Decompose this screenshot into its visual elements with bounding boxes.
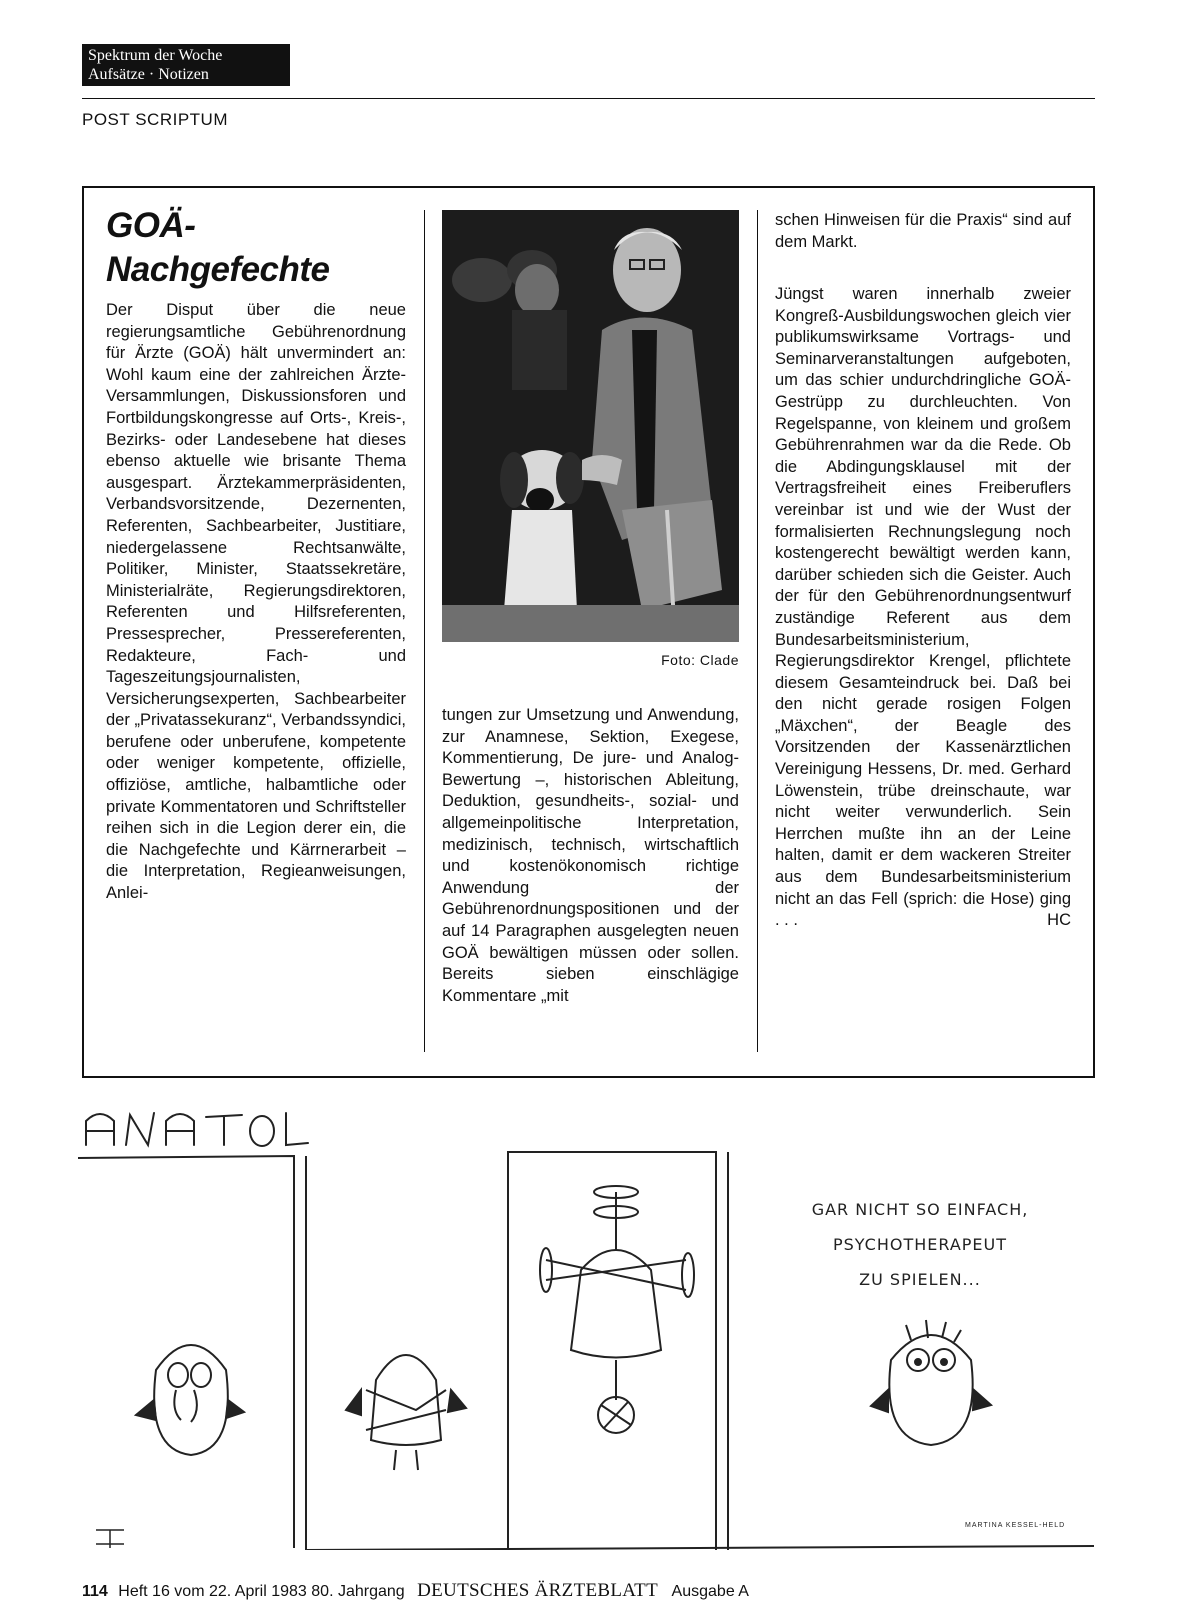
column-divider-1 — [424, 210, 425, 1052]
edition-label: Ausgabe A — [671, 1583, 749, 1600]
page-footer — [82, 1580, 749, 1602]
page-number: 114 — [82, 1583, 108, 1600]
artist-signature: MARTINA KESSEL-HELD — [965, 1522, 1066, 1529]
article-column-2 — [442, 705, 739, 1007]
column-3-text — [775, 284, 1071, 932]
author-signature: HC — [1047, 911, 1071, 930]
caption-line-1: GAR NICHT SO EINFACH, — [811, 1200, 1029, 1219]
owl-panel-4 — [871, 1320, 991, 1445]
issue-info: Heft 16 vom 22. April 1983 80. Jahrgang — [118, 1583, 405, 1600]
comic-title-lettering — [82, 1105, 312, 1151]
owl-panel-3 — [540, 1186, 694, 1433]
article-photo — [442, 210, 739, 642]
column-3-text-top: schen Hinweisen für die Praxis“ sind auf dem Markt. — [775, 211, 1071, 251]
header-rule — [82, 98, 1095, 99]
article-column-1 — [106, 300, 406, 905]
headline-line-2: Nachgefechte — [106, 250, 330, 289]
journal-name: DEUTSCHES ÄRZTEBLATT — [417, 1580, 658, 1601]
comic-panel-1-frame — [78, 1156, 294, 1548]
photo-credit: Foto: Clade — [661, 652, 739, 668]
rubric-box — [82, 44, 290, 86]
caption-line-3: ZU SPIELEN... — [859, 1270, 981, 1289]
headline-line-1: GOÄ- — [106, 206, 196, 245]
caption-line-2: PSYCHOTHERAPEUT — [832, 1235, 1008, 1254]
comic-panel-3-frame — [508, 1152, 716, 1550]
cartoonist-mark — [96, 1530, 124, 1548]
article-column-3 — [775, 284, 1071, 932]
owl-panel-2 — [346, 1355, 466, 1470]
column-1-text: Der Disput über die neue regierungsamtliche Gebührenordnung für Ärzte (GOÄ) hält unvermindert an: Wohl kaum eine der zahlreichen Ärzte-Versammlungen, Diskussionsforen und Fortbildungskongresse auf Orts-, Kreis-, Bezirks- oder Landesebene hat dieses ebenso aktuelle wie brisante Thema ausgespart. Ärztekammerpräsidenten, Verbandsvorsitzende, Dezernenten, Referenten, Sachbearbeiter, Justitiare, niedergelassene Rechtsanwälte, Politiker, Minister, Staatssekretäre, Ministerialräte, Regierungsdirektoren, Referenten und Hilfsreferenten, Pressesprecher, Pressereferenten, Redakteure, Fach- und Tageszeitungsjournalisten, Versicherungsexperten, Sachbearbeiter der „Privatassekuranz“, Verbandssyndici, berufene oder unberufene, kompetente oder weniger kompetente, offizielle, offiziöse, amtliche, halbamtliche oder private Kommentatoren und Schriftsteller reihen sich in die Legion derer ein, die die Nachgefechte und Kärrnerarbeit – die Interpretation, Regieanweisungen, Anlei- — [106, 301, 406, 903]
photo-man-with-dog — [442, 210, 739, 642]
article-headline — [106, 204, 406, 292]
comic-speech-caption — [770, 1192, 1070, 1297]
section-label: POST SCRIPTUM — [82, 110, 228, 129]
rubric-line-2: Aufsätze · Notizen — [88, 66, 209, 83]
column-3-body: Jüngst waren innerhalb zweier Kongreß-Ausbildungswochen gleich vier publikumswirksame Vortrags- und Seminarveranstaltungen aufgeboten, um das schier undurchdringliche GOÄ-Gestrüpp zu durchleuchten. Von Regelspanne, von kleinem und großem Gebührenrahmen war da die Rede. Ob die Abdingungsklausel mit der Vertragsfreiheit eines Freiberuflers vereinbar ist und wie der Wust der formalisierten Rechnungslegung noch kostengerecht bewältigt werden kann, darüber schieden sich die Geister. Auch der für den Gebührenordnungsentwurf zuständige Referent aus dem Bundesarbeitsministerium, Regierungsdirektor Krengel, pflichtete diesem Gesamteindruck bei. Daß bei den nicht gerade rosigen Folgen „Mäxchen“, der Beagle des Vorsitzenden der Kassenärztlichen Vereinigung Hessens, Dr. med. Gerhard Löwenstein, trübe dreinschaute, war nicht weiter verwunderlich. Sein Herrchen mußte ihn an der Leine halten, damit er dem wackeren Streiter aus dem Bundesarbeitsministerium nicht an das Fell (sprich: die Hose) ging . . . — [775, 285, 1071, 930]
article-column-3-top — [775, 210, 1071, 253]
column-2-text: tungen zur Umsetzung und Anwendung, zur Anamnese, Sektion, Exegese, Kommentierung, De jure- und Analog-Bewertung –, historischen Ableitung, Deduktion, gesundheits-, sozial- und allgemeinpolitische Interpretation, medizinisch, technisch, wirtschaftlich und kostenökonomisch richtige Anwendung der Gebührenordnungspositionen und der auf 14 Paragraphen ausgelegten neuen GOÄ bewältigen müssen oder sollen. Bereits sieben einschlägige Kommentare „mit — [442, 706, 739, 1005]
column-divider-2 — [757, 210, 758, 1052]
owl-panel-1 — [136, 1345, 244, 1455]
rubric-line-1: Spektrum der Woche — [88, 47, 223, 64]
